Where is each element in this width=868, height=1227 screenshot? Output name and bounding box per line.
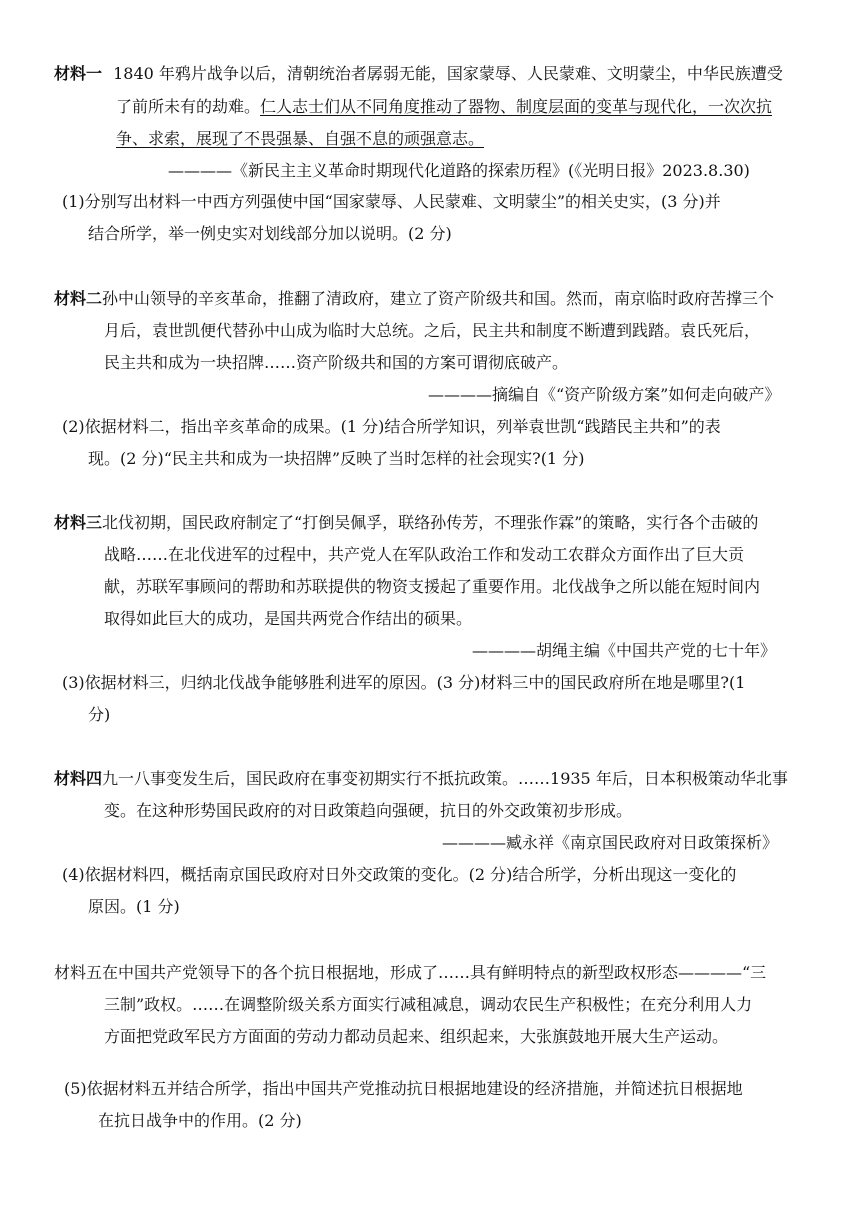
material-1-text: 1840 年鸦片战争以后，清朝统治者孱弱无能，国家蒙辱、人民蒙难、文明蒙尘，中华民族遭受 [113,64,783,83]
material-1-line-1 [54,63,783,85]
material-2-line-3: 民主共和成为一块招牌……资产阶级共和国的方案可谓彻底破产。 [104,353,569,372]
material-2-line-1 [54,288,774,310]
material-2-label: 材料二 [54,289,103,308]
material-3-line-3: 献，苏联军事顾问的帮助和苏联提供的物资支援起了重要作用。北伐战争之所以能在短时间内 [104,577,761,596]
question-2-line-1: (2)依据材料二，指出辛亥革命的成果。(1 分)结合所学知识，列举袁世凯“践踏民主共和”的表 [62,417,721,436]
material-4-line-2: 变。在这种形势国民政府的对日政策趋向强硬，抗日的外交政策初步形成。 [104,801,633,820]
question-3-line-2: 分) [88,705,111,724]
material-1-text: 了前所未有的劫难。 [116,97,261,116]
material-3-text: 北伐初期，国民政府制定了“打倒吴佩孚，联络孙传芳，不理张作霖”的策略，实行各个击破的 [102,513,759,532]
material-1-underlined-text: 仁人志士们从不同角度推动了器物、制度层面的变革与现代化，一次次抗 [260,97,773,116]
question-5-line-2: 在抗日战争中的作用。(2 分) [98,1111,302,1130]
material-1-line-2 [116,96,772,118]
question-4-line-2: 原因。(1 分) [88,897,180,916]
material-5-line-1: 材料五在中国共产党领导下的各个抗日根据地，形成了……具有鲜明特点的新型政权形态————“三 [54,963,767,982]
material-3-line-4: 取得如此巨大的成功，是国共两党合作结出的硕果。 [104,609,473,628]
material-4-text: 九一八事变发生后，国民政府在事变初期实行不抵抗政策。……1935 年后，日本积极策动华北事 [102,769,788,788]
question-1-line-2: 结合所学，举一例史实对划线部分加以说明。(2 分) [88,224,452,243]
material-3-line-1 [54,512,758,534]
material-4-line-1 [54,768,788,790]
question-5-line-1: (5)依据材料五并结合所学，指出中国共产党推动抗日根据地建设的经济措施，并简述抗日根据地 [64,1079,743,1098]
material-2-text: 孙中山领导的辛亥革命，推翻了清政府，建立了资产阶级共和国。然而，南京临时政府苦撑三个 [102,289,775,308]
material-1-source: ————《新民主主义革命时期现代化道路的探索历程》(《光明日报》2023.8.30) [168,161,750,180]
material-1-line-3: 争、求索，展现了不畏强暴、自强不息的顽强意志。 [116,129,485,148]
material-5-line-2: 三制”政权。……在调整阶级关系方面实行减租减息，调动农民生产积极性；在充分利用人力 [104,995,753,1014]
question-3-line-1: (3)依据材料三，归纳北伐战争能够胜利进军的原因。(3 分)材料三中的国民政府所在地是哪里?(1 [62,673,746,692]
material-3-label: 材料三 [54,513,103,532]
question-1-line-1: (1)分别写出材料一中西方列强使中国“国家蒙辱、人民蒙难、文明蒙尘”的相关史实，(3 分)并 [62,192,721,211]
material-1-label: 材料一 [54,64,103,83]
material-2-line-2: 月后，袁世凯便代替孙中山成为临时大总统。之后，民主共和制度不断遭到践踏。袁氏死后， [104,321,761,340]
material-3-line-2: 战略……在北伐进军的过程中，共产党人在军队政治工作和发动工农群众方面作出了巨大贡 [104,545,745,564]
material-2-source: ————摘编自《“资产阶级方案”如何走向破产》 [428,385,781,404]
material-3-source: ————胡绳主编《中国共产党的七十年》 [472,641,777,660]
question-2-line-2: 现。(2 分)“民主共和成为一块招牌”反映了当时怎样的社会现实?(1 分) [88,449,585,468]
question-4-line-1: (4)依据材料四，概括南京国民政府对日外交政策的变化。(2 分)结合所学，分析出现这一变化的 [62,865,737,884]
material-5-line-3: 方面把党政军民方方面面的劳动力都动员起来、组织起来，大张旗鼓地开展大生产运动。 [104,1027,729,1046]
material-4-source: ————臧永祥《南京国民政府对日政策探析》 [442,833,779,852]
material-4-label: 材料四 [54,769,103,788]
